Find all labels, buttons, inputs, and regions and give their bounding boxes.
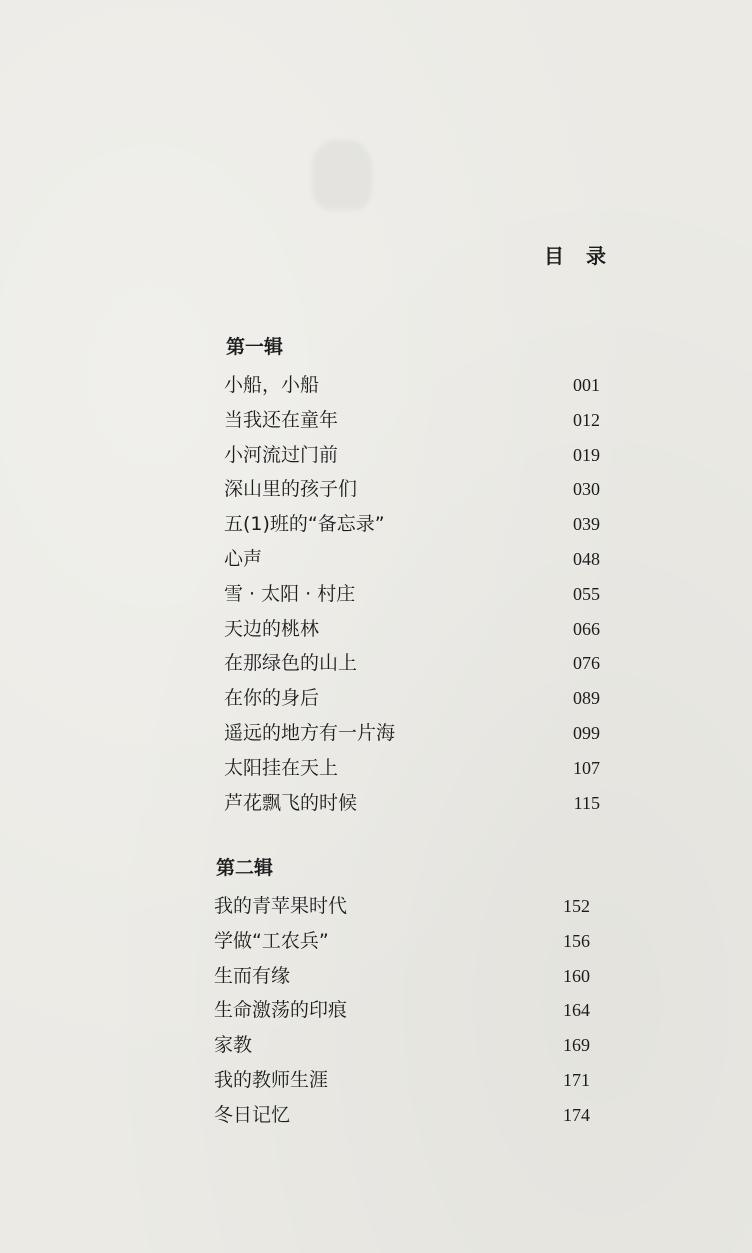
toc-entry[interactable] xyxy=(214,1098,590,1133)
entry-page: 012 xyxy=(573,409,600,430)
entry-title: 心声 xyxy=(224,547,263,570)
toc-entry[interactable] xyxy=(224,577,600,612)
toc-entry[interactable] xyxy=(224,438,600,473)
toc-title: 目录 xyxy=(544,244,628,268)
entry-title: 冬日记忆 xyxy=(214,1103,291,1126)
entry-page: 169 xyxy=(563,1035,590,1056)
entry-page: 156 xyxy=(563,930,590,951)
toc-entry[interactable] xyxy=(224,716,600,751)
entry-title: 我的教师生涯 xyxy=(214,1068,329,1091)
entry-title: 深山里的孩子们 xyxy=(224,478,358,501)
toc-entry[interactable] xyxy=(224,751,600,786)
entry-page: 115 xyxy=(573,792,600,813)
toc-entry[interactable] xyxy=(214,1028,590,1063)
entry-title: 小河流过门前 xyxy=(224,443,339,466)
entry-page: 174 xyxy=(563,1104,590,1125)
entry-title: 芦花飘飞的时候 xyxy=(224,791,358,814)
section-heading-1: 第一辑 xyxy=(226,336,284,358)
toc-entry[interactable] xyxy=(214,1063,590,1098)
entry-page: 039 xyxy=(573,514,600,535)
entry-title: 小船，小船 xyxy=(224,374,320,396)
toc-entry[interactable] xyxy=(214,889,590,924)
toc-entry[interactable] xyxy=(224,507,600,542)
toc-entry[interactable] xyxy=(224,612,600,647)
entry-page: 076 xyxy=(573,653,600,674)
toc-entry[interactable] xyxy=(214,993,590,1028)
section-1-entries xyxy=(224,368,600,820)
entry-page: 164 xyxy=(563,1000,590,1021)
entry-page: 019 xyxy=(573,444,600,465)
entry-page: 066 xyxy=(573,618,600,639)
entry-page: 099 xyxy=(573,722,600,743)
entry-title: 生命激荡的印痕 xyxy=(214,999,348,1022)
toc-entry[interactable] xyxy=(224,368,600,403)
entry-title: 太阳挂在天上 xyxy=(224,756,339,779)
entry-page: 048 xyxy=(573,548,600,569)
entry-page: 171 xyxy=(563,1069,590,1090)
entry-title: 遥远的地方有一片海 xyxy=(224,721,396,744)
entry-title: 我的青苹果时代 xyxy=(214,895,348,917)
toc-entry[interactable] xyxy=(224,681,600,716)
entry-title: 在那绿色的山上 xyxy=(224,652,358,675)
section-heading-2: 第二辑 xyxy=(216,857,274,879)
entry-page: 160 xyxy=(563,965,590,986)
entry-page: 055 xyxy=(573,583,600,604)
entry-title: 在你的身后 xyxy=(224,687,320,710)
toc-entry[interactable] xyxy=(224,542,600,577)
entry-title: 当我还在童年 xyxy=(224,408,339,431)
entry-title: 天边的桃林 xyxy=(224,617,320,640)
toc-entry[interactable] xyxy=(224,472,600,507)
toc-entry[interactable] xyxy=(214,924,590,959)
entry-title: 家教 xyxy=(214,1034,253,1057)
entry-page: 152 xyxy=(563,896,590,916)
entry-page: 030 xyxy=(573,479,600,500)
toc-entry[interactable] xyxy=(224,646,600,681)
entry-title: 五(1)班的“备忘录” xyxy=(224,513,385,536)
entry-title: 雪 · 太阳 · 村庄 xyxy=(224,582,356,605)
toc-entry[interactable] xyxy=(224,786,600,821)
entry-title: 生而有缘 xyxy=(214,964,291,987)
show-through-illustration xyxy=(312,140,372,210)
toc-entry[interactable] xyxy=(214,959,590,994)
entry-page: 001 xyxy=(573,375,600,395)
entry-title: 学做“工农兵” xyxy=(214,929,329,952)
entry-page: 089 xyxy=(573,688,600,709)
toc-entry[interactable] xyxy=(224,403,600,438)
section-2-entries xyxy=(214,889,590,1133)
entry-page: 107 xyxy=(573,757,600,778)
